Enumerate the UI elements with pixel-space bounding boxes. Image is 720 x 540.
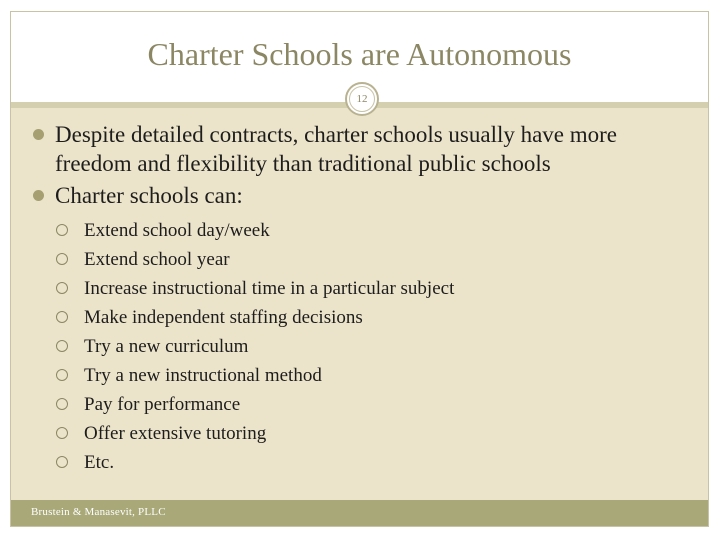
sub-bullet-item: [25, 361, 688, 390]
sub-bullet-item: [25, 419, 688, 448]
hollow-ring-bullet-icon: [56, 253, 68, 265]
hollow-ring-bullet-icon: [56, 282, 68, 294]
hollow-ring-bullet-icon: [56, 311, 68, 323]
sub-bullet-text: Offer extensive tutoring: [84, 423, 267, 444]
footer-bar: [11, 500, 708, 526]
sub-bullet-item: [25, 332, 688, 361]
sub-bullet-item: [25, 274, 688, 303]
bullet-text: Charter schools can:: [55, 183, 243, 208]
sub-bullet-text: Extend school day/week: [84, 220, 270, 241]
footer-text: Brustein & Manasevit, PLLC: [31, 506, 166, 518]
slide: [10, 11, 709, 527]
sub-bullet-text: Increase instructional time in a particular subject: [84, 278, 455, 299]
sub-bullet-text: Etc.: [84, 452, 115, 473]
bullet-item: [25, 181, 688, 210]
sub-bullet-item: [25, 245, 688, 274]
hollow-ring-bullet-icon: [56, 456, 68, 468]
bullet-text: Despite detailed contracts, charter schools usually have more freedom and flexibility than traditional public schools: [55, 122, 618, 176]
bullet-item: [25, 120, 688, 178]
filled-circle-bullet-icon: [33, 129, 44, 140]
sub-bullet-text: Extend school year: [84, 249, 230, 270]
sub-bullet-item: [25, 303, 688, 332]
hollow-ring-bullet-icon: [56, 427, 68, 439]
sub-bullet-item: [25, 448, 688, 477]
sub-bullet-text: Try a new instructional method: [84, 365, 322, 386]
filled-circle-bullet-icon: [33, 190, 44, 201]
slide-content: [25, 120, 688, 477]
page-number-badge: [345, 82, 379, 116]
sub-bullet-text: Make independent staffing decisions: [84, 307, 363, 328]
sub-bullet-item: [25, 216, 688, 245]
sub-bullet-list: [25, 216, 688, 477]
sub-bullet-item: [25, 390, 688, 419]
page-number: 12: [349, 86, 375, 112]
hollow-ring-bullet-icon: [56, 398, 68, 410]
slide-title: Charter Schools are Autonomous: [147, 36, 572, 72]
hollow-ring-bullet-icon: [56, 369, 68, 381]
hollow-ring-bullet-icon: [56, 224, 68, 236]
sub-bullet-text: Pay for performance: [84, 394, 241, 415]
sub-bullet-text: Try a new curriculum: [84, 336, 249, 357]
hollow-ring-bullet-icon: [56, 340, 68, 352]
